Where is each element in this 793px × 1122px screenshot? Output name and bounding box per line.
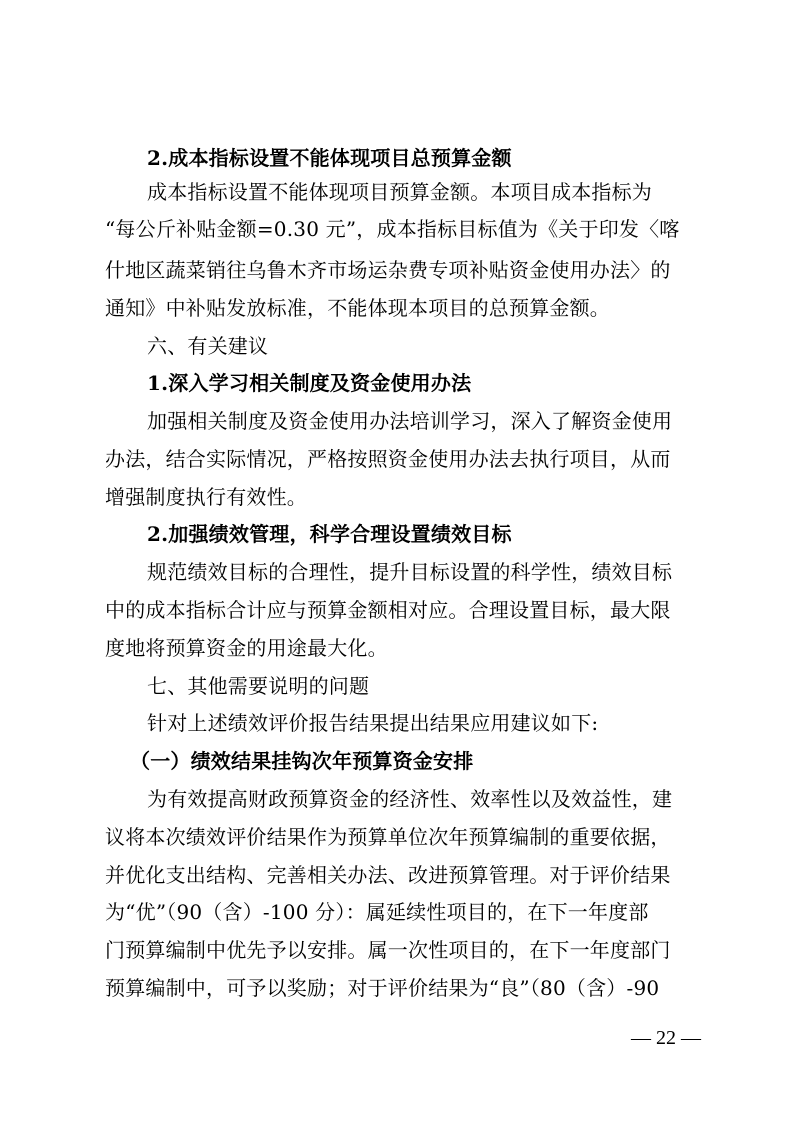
paragraph-line: 加强相关制度及资金使用办法培训学习，深入了解资金使用 bbox=[147, 409, 673, 433]
paragraph-line: 并优化支出结构、完善相关办法、改进预算管理。对于评价结果 bbox=[105, 863, 671, 887]
paragraph-line: 成本指标设置不能体现项目预算金额。本项目成本指标为 bbox=[147, 180, 652, 204]
paragraph-line: “每公斤补贴金额=0.30 元”，成本指标目标值为《关于印发〈喀 bbox=[105, 217, 680, 241]
heading-study-regulations: 1.深入学习相关制度及资金使用办法 bbox=[147, 371, 472, 395]
paragraph-line: 为“优”（90（含）-100 分）：属延续性项目的，在下一年度部 bbox=[105, 900, 649, 924]
paragraph-line: 中的成本指标合计应与预算金额相对应。合理设置目标，最大限 bbox=[105, 598, 671, 622]
paragraph-line: 办法，结合实际情况，严格按照资金使用办法去执行项目，从而 bbox=[105, 447, 671, 471]
page-number: — 22 — bbox=[631, 1027, 701, 1049]
heading-results-budget-link: （一）绩效结果挂钩次年预算资金安排 bbox=[130, 749, 474, 773]
paragraph-line: 预算编制中，可予以奖励；对于评价结果为“良”（80（含）-90 bbox=[105, 976, 660, 1000]
paragraph-line: 门预算编制中优先予以安排。属一次性项目的，在下一年度部门 bbox=[105, 938, 671, 962]
paragraph-line: 增强制度执行有效性。 bbox=[105, 485, 307, 509]
paragraph-line: 为有效提高财政预算资金的经济性、效率性以及效益性，建 bbox=[147, 787, 673, 811]
paragraph-line: 通知》中补贴发放标准，不能体现本项目的总预算金额。 bbox=[105, 296, 610, 320]
paragraph-line: 针对上述绩效评价报告结果提出结果应用建议如下: bbox=[147, 711, 599, 735]
heading-cost-indicator: 2.成本指标设置不能体现项目总预算金额 bbox=[147, 146, 512, 170]
section-title-other-issues: 七、其他需要说明的问题 bbox=[147, 674, 370, 698]
paragraph-line: 议将本次绩效评价结果作为预算单位次年预算编制的重要依据， bbox=[105, 825, 671, 849]
paragraph-line: 规范绩效目标的合理性，提升目标设置的科学性，绩效目标 bbox=[147, 560, 673, 584]
paragraph-line: 度地将预算资金的用途最大化。 bbox=[105, 636, 388, 660]
section-title-suggestions: 六、有关建议 bbox=[147, 334, 269, 358]
paragraph-line: 什地区蔬菜销往乌鲁木齐市场运杂费专项补贴资金使用办法〉的 bbox=[105, 258, 671, 282]
heading-performance-management: 2.加强绩效管理，科学合理设置绩效目标 bbox=[147, 522, 512, 546]
